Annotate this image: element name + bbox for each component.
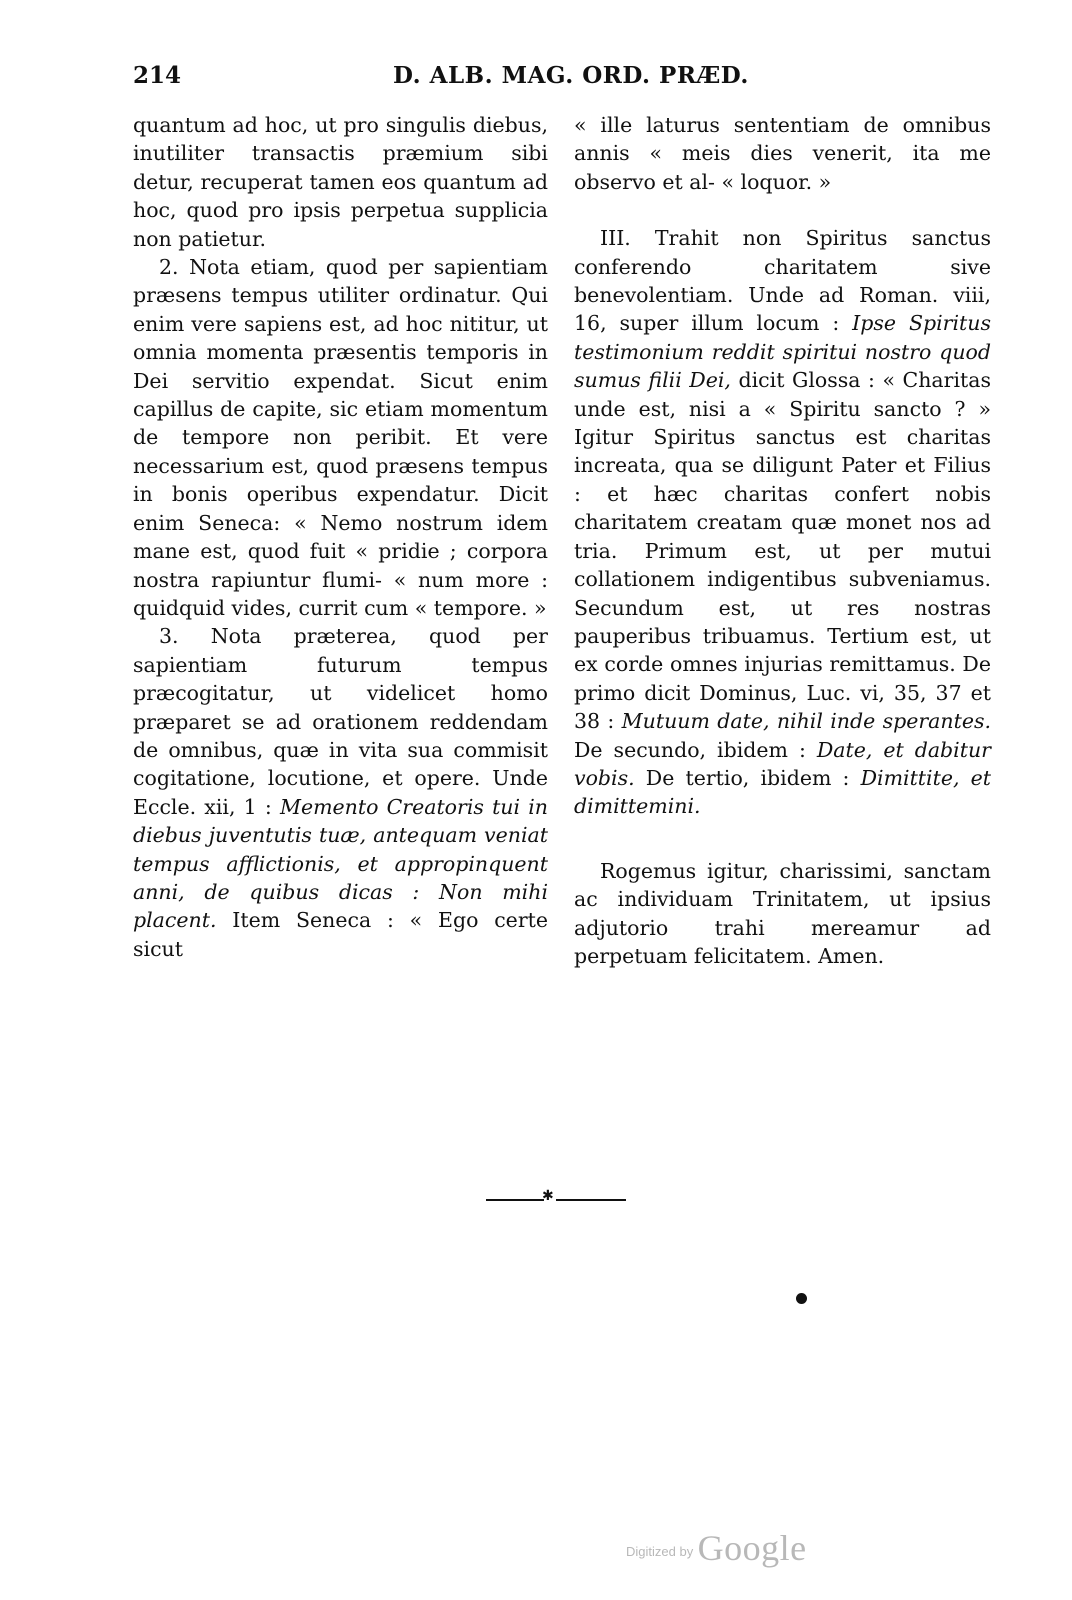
section-divider [486, 1188, 626, 1204]
running-title: D. ALB. MAG. ORD. PRÆD. [393, 62, 749, 89]
divider-line-left [486, 1199, 544, 1201]
right-paragraph-2-quote-2: Mutuum date, nihil inde sperantes. [621, 709, 991, 734]
right-paragraph-2 [574, 224, 991, 821]
right-paragraph-2-quote-3: Date, et dabitur vobis. [574, 737, 991, 790]
ink-dot-mark [796, 1293, 807, 1304]
left-paragraph-1: quantum ad hoc, ut pro singulis diebus, inutiliter transactis præmium sibi detur, recuperat tamen eos quantum ad hoc, quod pro ipsis perpetua supplicia non patietur. [133, 113, 548, 251]
right-column [574, 111, 991, 970]
right-paragraph-3: Rogemus igitur, charissimi, sanctam ac individuam Trinitatem, ut ipsius adjutorio trahi mereamur ad perpetuam felicitatem. Amen. [574, 858, 991, 968]
right-paragraph-2-quote-1: Ipse Spiritus testimonium reddit spiritui nostro quod sumus filii Dei, [574, 311, 991, 393]
right-paragraph-2-start: III. Trahit non Spiritus sanctus conferendo charitatem sive benevolentiam. Unde ad Roman. viii, 16, super illum locum : [574, 226, 991, 336]
page-header [133, 62, 993, 96]
paragraph-gap [574, 821, 991, 857]
page-number: 214 [133, 62, 182, 89]
left-column [133, 111, 548, 963]
left-paragraph-3 [133, 622, 548, 963]
watermark-brand: Google [697, 1528, 807, 1568]
right-paragraph-1: « ille laturus sententiam de omnibus annis « meis dies venerit, ita me observo et al- « loquor. » [574, 113, 991, 194]
divider-ornament-icon: ✱ [542, 1188, 554, 1204]
digitization-watermark [626, 1527, 807, 1569]
watermark-prefix: Digitized by [626, 1544, 694, 1559]
divider-line-right [556, 1199, 626, 1201]
left-paragraph-2: 2. Nota etiam, quod per sapientiam præsens tempus utiliter ordinatur. Qui enim vere sapiens est, ad hoc nititur, ut omnia momenta præsentis temporis in Dei servitio expendat. Sicut enim capillus de capite, sic etiam momentum de tempore non peribit. Et vere necessarium est, quod præsens tempus in bonis operibus expendatur. Dicit enim Seneca: « Nemo nostrum idem mane est, quod fuit « pridie ; corpora nostra rapiuntur flumi- « num more : quidquid vides, currit cum « tempore. » [133, 255, 548, 620]
paragraph-gap [574, 196, 991, 224]
right-paragraph-2-mid-3: De tertio, ibidem : [634, 765, 861, 790]
right-paragraph-2-quote-4: Dimittite, et dimittemini. [574, 765, 991, 819]
right-paragraph-2-mid: dicit Glossa : « Charitas unde est, nisi a « Spiritu sancto ? » Igitur Spiritus sanctus est charitas increata, qua se diligunt Pater et Filius : et hæc charitas confert nobis charitatem creatam quæ monet nos ad tria. Primum est, ut per mutui collationem indigentibus subveniamus. Secundum est, ut res nostras pauperibus tribuamus. Tertium est, ut ex corde omnes injurias remittamus. De primo dicit Dominus, Luc. vi, 35, 37 et 38 : [574, 368, 991, 734]
left-paragraph-3-end: Item Seneca : « Ego certe sicut [133, 908, 548, 961]
left-paragraph-3-start: 3. Nota præterea, quod per sapientiam futurum tempus præcogitatur, ut videlicet homo præparet se ad orationem reddendam de omnibus, quæ in vita sua commisit cogitatione, locutione, et opere. Unde Eccle. xii, 1 : [133, 624, 548, 819]
right-paragraph-2-mid-2: De secundo, ibidem : [574, 737, 817, 762]
left-paragraph-3-quote: Memento Creatoris tui in diebus juventutis tuæ, antequam veniat tempus afflictionis, et appropinquent anni, de quibus dicas : Non mihi placent. [133, 794, 548, 933]
